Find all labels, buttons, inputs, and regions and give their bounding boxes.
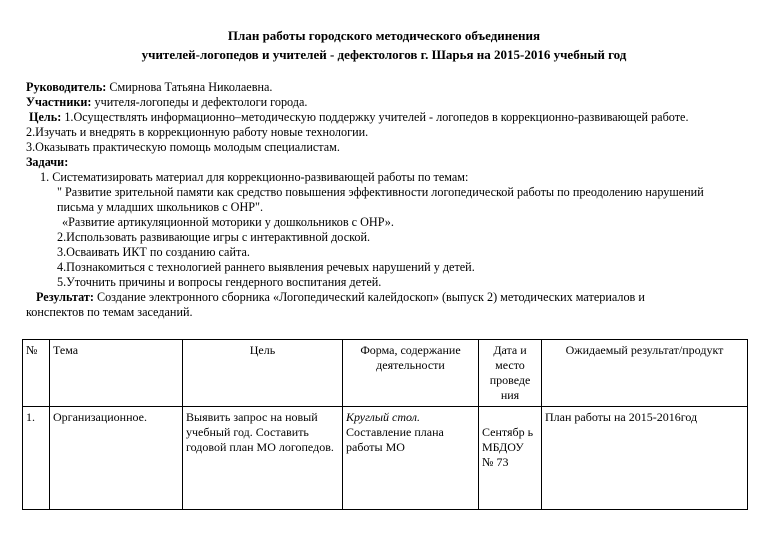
table-header-row bbox=[23, 340, 748, 407]
row-form-text: Составление плана работы МО bbox=[346, 425, 444, 454]
row-date-text: Сентябр ь МБДОУ № 73 bbox=[482, 425, 534, 469]
leader-line bbox=[26, 80, 746, 95]
header-num: № bbox=[23, 340, 50, 407]
header-topic: Тема bbox=[50, 340, 183, 407]
title-line-1: План работы городского методического объединения bbox=[227, 28, 541, 43]
goal-label: Цель: bbox=[29, 110, 62, 124]
header-form: Форма, содержание деятельности bbox=[343, 340, 479, 407]
tasks-label: Задачи: bbox=[26, 155, 69, 169]
task-item-2: 2.Использовать развивающие игры с интерактивной доской. bbox=[57, 230, 371, 244]
participants-value: учителя-логопеды и дефектологи города. bbox=[91, 95, 308, 109]
goal-line bbox=[26, 110, 746, 125]
goal-item-2: 2.Изучать и внедрять в коррекционную работу новые технологии. bbox=[26, 125, 369, 139]
task-item-4: 4.Познакомиться с технологией раннего выявления речевых нарушений у детей. bbox=[57, 260, 475, 274]
result-line bbox=[26, 290, 746, 305]
task-1-topic-a-line-1: " Развитие зрительной памяти как средство повышения эффективности логопедической работы по преодолению нарушений bbox=[57, 185, 704, 199]
participants-label: Участники: bbox=[26, 95, 92, 109]
task-item-1: 1. Систематизировать материал для коррекционно-развивающей работы по темам: bbox=[40, 170, 469, 184]
row-form bbox=[343, 407, 479, 510]
document-title bbox=[0, 26, 768, 64]
leader-label: Руководитель: bbox=[26, 80, 107, 94]
header-expected: Ожидаемый результат/продукт bbox=[542, 340, 748, 407]
plan-table bbox=[22, 339, 748, 510]
table-row bbox=[23, 407, 748, 510]
participants-line bbox=[26, 95, 746, 110]
task-item-3: 3.Осваивать ИКТ по созданию сайта. bbox=[57, 245, 250, 259]
goal-item-1: 1.Осуществлять информационно–методическую поддержку учителей - логопедов в коррекционно-развивающей работе. bbox=[61, 110, 689, 124]
task-1-topic-a-line-2: письма у младших школьников с ОНР". bbox=[57, 200, 264, 214]
result-value-continued: конспектов по темам заседаний. bbox=[26, 305, 193, 319]
row-num: 1. bbox=[23, 407, 50, 510]
goal-item-3: 3.Оказывать практическую помощь молодым специалистам. bbox=[26, 140, 340, 154]
task-item-5: 5.Уточнить причины и вопросы гендерного воспитания детей. bbox=[57, 275, 382, 289]
plan-info bbox=[26, 80, 746, 320]
row-date bbox=[479, 407, 542, 510]
row-goal: Выявить запрос на новый учебный год. Составить годовой план МО логопедов. bbox=[183, 407, 343, 510]
task-1-topic-b: «Развитие артикуляционной моторики у дошкольников с ОНР». bbox=[62, 215, 394, 229]
row-topic: Организационное. bbox=[50, 407, 183, 510]
result-label: Результат: bbox=[36, 290, 94, 304]
header-date: Дата и место проведе ния bbox=[479, 340, 542, 407]
header-goal: Цель bbox=[183, 340, 343, 407]
row-expected: План работы на 2015-2016год bbox=[542, 407, 748, 510]
title-line-2: учителей-логопедов и учителей - дефектологов г. Шарья на 2015-2016 учебный год bbox=[141, 47, 627, 62]
leader-value: Смирнова Татьяна Николаевна. bbox=[106, 80, 273, 94]
result-value: Создание электронного сборника «Логопедический калейдоскоп» (выпуск 2) методических материалов и bbox=[93, 290, 645, 304]
row-form-title: Круглый стол. bbox=[346, 410, 420, 424]
